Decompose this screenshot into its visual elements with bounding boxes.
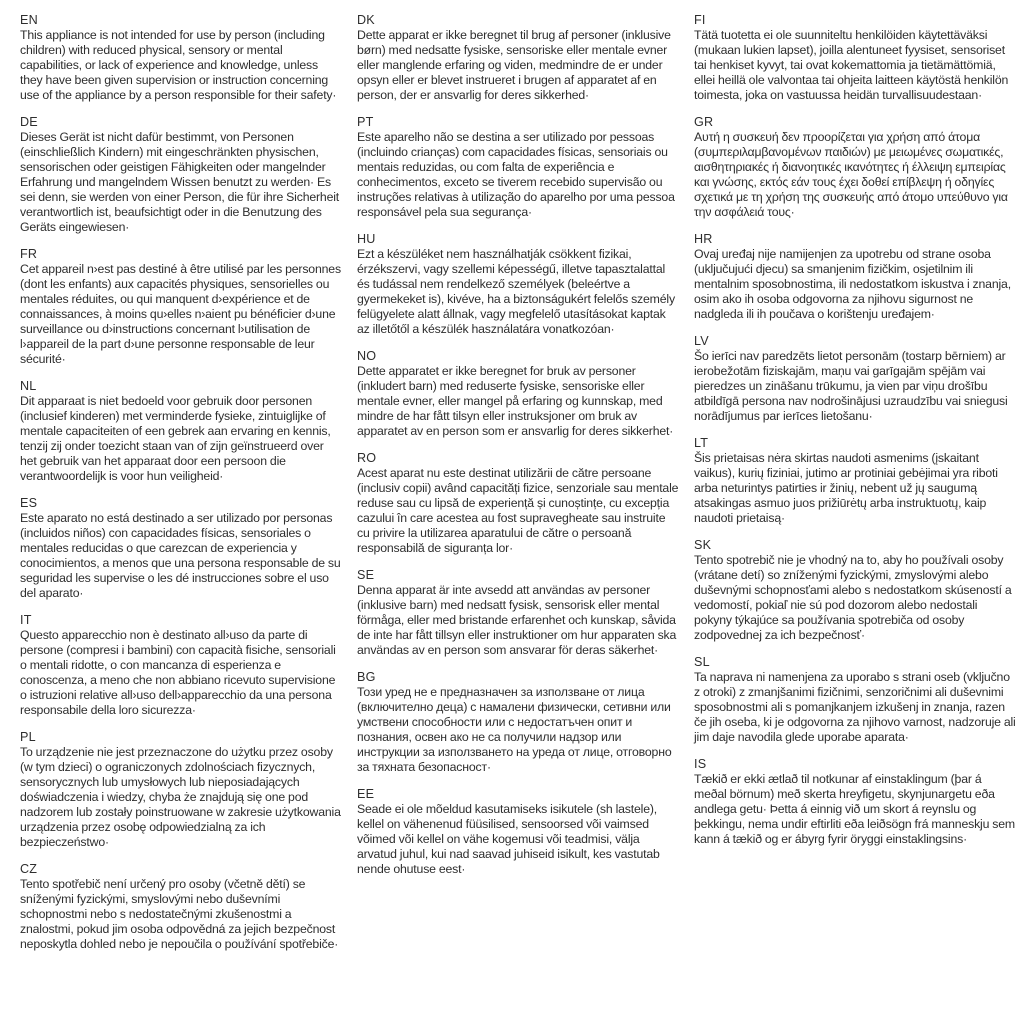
language-section-sk: [694, 538, 1016, 643]
language-section-nl: [20, 379, 342, 484]
language-code-label: FR: [20, 247, 38, 261]
safety-notice-text: Dieses Gerät ist nicht dafür bestimmt, von Personen (einschließlich Kindern) mit eingeschränkten physischen, sensorischen oder geistigen Fähigkeiten oder mangelnder Erfahrung und mangelndem Wissen benutzt zu werden· Es sei denn, sie werden von einer Person, die für ihre Sicherheit verantwortlich ist, beaufsichtigt oder in die Benutzung des Geräts eingewiesen·: [20, 130, 340, 234]
safety-notice-text: Cet appareil n›est pas destiné à être utilisé par les personnes (dont les enfants) aux capacités physiques, sensorielles ou mentales réduites, ou qui manquent d›expérience et de connaissances, à moins qu›elles n›aient pu bénéficier d›une surveillance ou d›instructions concernant l›utilisation de l›appareil de la part d›une personne responsable de leur sécurité·: [20, 262, 341, 366]
language-code-label: NO: [357, 349, 377, 363]
safety-notice-text: Este aparato no está destinado a ser utilizado por personas (incluidos niños) con capacidades físicas, sensoriales o mentales reducidas o que carezcan de experiencia y conocimientos, a menos que una persona responsable de su seguridad les supervise o les dé instrucciones sobre el uso del aparato·: [20, 511, 341, 600]
language-code-label: RO: [357, 451, 377, 465]
safety-notice-text: Tækið er ekki ætlað til notkunar af einstaklingum (þar á meðal börnum) með skerta hreyfigetu, skynjunargetu eða andlega getu· Þetta á einnig við um skort á reynslu og þekkingu, nema undir eftirliti eða leiðsögn frá manneskju sem kann á tækið og er ábyrg fyrir öryggi einstaklingsins·: [694, 772, 1015, 846]
language-code-label: SL: [694, 655, 710, 669]
language-code-label: BG: [357, 670, 376, 684]
language-code-label: LV: [694, 334, 709, 348]
language-section-dk: [357, 13, 679, 103]
safety-notice-text: To urządzenie nie jest przeznaczone do użytku przez osoby (w tym dzieci) o ograniczonych zdolnościach fizycznych, sensorycznych lub umysłowych lub nieposiadających doświadczenia i wiedzy, chyba że znajdują się one pod nadzorem lub zostały poinstruowane w zakresie użytkowania urządzenia przez osobę odpowiedzialną za ich bezpieczeństwo·: [20, 745, 341, 849]
language-section-sl: [694, 655, 1016, 745]
safety-notice-text: Tätä tuotetta ei ole suunniteltu henkilöiden käytettäväksi (mukaan lukien lapset), joilla alentuneet fyysiset, sensoriset tai henkiset kyvyt, tai ovat kokemattomia ja tietämättömiä, ellei heillä ole valvontaa tai ohjeita laitteen käytöstä henkilön toimesta, joka on vastuussa heidän turvallisuudestaan·: [694, 28, 1009, 102]
safety-notice-text: Tento spotrebič nie je vhodný na to, aby ho používali osoby (vrátane detí) so zníženými fyzickými, zmyslovými alebo duševnými schopnosťami alebo s nedostatkom skúseností a vedomostí, pokiaľ nie sú pod dozorom alebo nedostali pokyny týkajúce sa používania spotrebiča od osoby zodpovednej za ich bezpečnosť·: [694, 553, 1012, 642]
safety-notice-text: This appliance is not intended for use by person (including children) with reduced physical, sensory or mental capabilities, or lack of experience and knowledge, unless they have been given supervision or instruction concerning use of the appliance by a person responsible for their safety·: [20, 28, 337, 102]
language-section-no: [357, 349, 679, 439]
safety-notice-text: Questo apparecchio non è destinato all›uso da parte di persone (compresi i bambini) con capacità fisiche, sensoriali o mentali ridotte, o con mancanza di esperienza e conoscenza, a meno che non abbiano ricevuto supervisione o istruzioni relative all›uso dell›apparecchio da una persona responsabile della loro sicurezza·: [20, 628, 336, 717]
language-section-pt: [357, 115, 679, 220]
safety-notice-text: Acest aparat nu este destinat utilizării de către persoane (inclusiv copii) având capacități fizice, senzoriale sau mentale reduse sau cu lipsă de experiență și cunoștințe, cu excepția cazului în care acestea au fost supravegheate sau instruite cu privire la utilizarea aparatului de către o persoană responsabilă de siguranța lor·: [357, 466, 679, 555]
safety-notice-text: Tento spotřebič není určený pro osoby (včetně dětí) se sníženými fyzickými, smyslovými nebo duševními schopnostmi nebo s nedostatečnými zkušenostmi a znalostmi, pokud jim osoba odpovědná za jejich bezpečnost neposkytla dohled nebo je nepoučila o používání spotřebiče·: [20, 877, 339, 951]
column-right: [694, 13, 1016, 1024]
language-code-label: GR: [694, 115, 714, 129]
language-section-en: [20, 13, 342, 103]
column-left: [20, 13, 342, 1024]
language-section-it: [20, 613, 342, 718]
safety-notice-text: Dette apparat er ikke beregnet til brug af personer (inklusive børn) med nedsatte fysiske, sensoriske eller mentale evner eller manglende erfaring og viden, medmindre de er under opsyn eller er blevet instrueret i brugen af apparatet af en person, der er ansvarlig for deres sikkerhed·: [357, 28, 671, 102]
safety-notice-text: Este aparelho não se destina a ser utilizado por pessoas (incluindo crianças) com capacidades físicas, sensoriais ou mentais reduzidas, ou com falta de experiência e conhecimentos, exceto se tiverem recebido supervisão ou instruções relativas à utilização do aparelho por uma pessoa responsável pela sua segurança·: [357, 130, 675, 219]
language-section-fi: [694, 13, 1016, 103]
language-section-hu: [357, 232, 679, 337]
language-code-label: PT: [357, 115, 374, 129]
language-code-label: HU: [357, 232, 376, 246]
language-section-lt: [694, 436, 1016, 526]
language-code-label: DE: [20, 115, 38, 129]
language-section-bg: [357, 670, 679, 775]
language-section-ro: [357, 451, 679, 556]
language-code-label: IS: [694, 757, 707, 771]
safety-notice-text: Dette apparatet er ikke beregnet for bruk av personer (inkludert barn) med reduserte fysiske, sensoriske eller mentale evner, eller mangel på erfaring og kunnskap, med mindre de har fått tilsyn eller instruksjoner om bruk av apparatet av en person som er ansvarlig for deres sikkerhet·: [357, 364, 674, 438]
safety-notice-text: Ezt a készüléket nem használhatják csökkent fizikai, érzékszervi, vagy szellemi képességű, illetve tapasztalattal és tudással nem rendelkező személyek (beleértve a gyermekeket is), kivéve, ha a biztonságukért felelős személy felügyelete alatt állnak, vagy megfelelő utasításokat kaptak az illetőtől a készülék használatára vonatkozóan·: [357, 247, 675, 336]
language-code-label: SK: [694, 538, 712, 552]
language-section-se: [357, 568, 679, 658]
safety-notice-text: Този уред не е предназначен за използване от лица (включително деца) с намалени физически, сетивни или умствени способности или с недостатъчен опит и познания, освен ако не са получили надзор или инструкции за използването на уреда от лице, отговорно за тяхната безопасност·: [357, 685, 672, 774]
language-code-label: LT: [694, 436, 709, 450]
language-code-label: EN: [20, 13, 38, 27]
language-code-label: SE: [357, 568, 375, 582]
language-section-gr: [694, 115, 1016, 220]
language-code-label: NL: [20, 379, 37, 393]
language-section-pl: [20, 730, 342, 850]
language-section-lv: [694, 334, 1016, 424]
column-middle: [357, 13, 679, 1024]
language-code-label: EE: [357, 787, 375, 801]
language-section-ee: [357, 787, 679, 877]
safety-notice-text: Ta naprava ni namenjena za uporabo s strani oseb (vključno z otroki) z zmanjšanimi fizičnimi, senzoričnimi ali duševnimi sposobnostmi ali s pomanjkanjem izkušenj in znanja, razen če jih oseba, ki je odgovorna za njihovo varnost, nadzoruje ali jim daje navodila glede uporabe aparata·: [694, 670, 1016, 744]
safety-notice-text: Šis prietaisas nėra skirtas naudoti asmenims (įskaitant vaikus), kurių fiziniai, jutimo ar protiniai gebėjimai yra riboti arba neturintys patirties ir žinių, nebent už jų saugumą atsakingas asmuo juos prižiūrėtų arba instruktuotų, kaip naudoti prietaisą·: [694, 451, 998, 525]
language-code-label: HR: [694, 232, 713, 246]
language-code-label: CZ: [20, 862, 38, 876]
language-code-label: DK: [357, 13, 375, 27]
safety-notice-text: Ovaj uređaj nije namijenjen za upotrebu od strane osoba (uključujući djecu) sa smanjenim fizičkim, osjetilnim ili mentalnim sposobnostima, ili nedostatkom iskustva i znanja, osim ako ih osoba odgovorna za njihovu sigurnost ne nadgleda ili ih poučava o korištenju uređajem·: [694, 247, 1011, 321]
safety-notice-text: Denna apparat är inte avsedd att användas av personer (inklusive barn) med nedsatt fysisk, sensorisk eller mental förmåga, eller med bristande erfarenhet och kunskap, såvida de inte har fått tillsyn eller instruktioner om hur apparaten ska användas av en person som ansvarar för deras säkerhet·: [357, 583, 677, 657]
language-section-fr: [20, 247, 342, 367]
language-section-de: [20, 115, 342, 235]
safety-notice-text: Dit apparaat is niet bedoeld voor gebruik door personen (inclusief kinderen) met verminderde fysieke, zintuiglijke of mentale capaciteiten of een gebrek aan ervaring en kennis, tenzij zij onder toezicht staan van of zijn geïnstrueerd over het gebruik van het apparaat door een persoon die verantwoordelijk is voor hun veiligheid·: [20, 394, 331, 483]
language-section-hr: [694, 232, 1016, 322]
language-section-cz: [20, 862, 342, 952]
language-section-es: [20, 496, 342, 601]
language-section-is: [694, 757, 1016, 847]
safety-notice-text: Šo ierīci nav paredzēts lietot personām (tostarp bērniem) ar ierobežotām fiziskajām, maņu vai garīgajām spējām vai pieredzes un zināšanu trūkumu, ja vien par viņu drošību atbildīgā persona nav nodrošinājusi uzraudzību vai sniegusi norādījumus par ierīces lietošanu·: [694, 349, 1008, 423]
language-code-label: ES: [20, 496, 38, 510]
safety-notice-text: Seade ei ole mõeldud kasutamiseks isikutele (sh lastele), kellel on vähenenud füüsilised, sensoorsed või vaimsed võimed või kellel on vähe kogemusi või teadmisi, välja arvatud juhul, kui nad saavad juhiseid isikult, kes vastutab nende ohutuse eest·: [357, 802, 660, 876]
language-code-label: IT: [20, 613, 32, 627]
language-code-label: PL: [20, 730, 36, 744]
safety-notice-text: Αυτή η συσκευή δεν προορίζεται για χρήση από άτομα (συμπεριλαμβανομένων παιδιών) με μειωμένες σωματικές, αισθητηριακές ή διανοητικές ικανότητες ή έλλειψη εμπειρίας και γνώσης, εκτός εάν τους έχει δοθεί επίβλεψη ή οδηγίες σχετικά με τη χρήση της συσκευής από άτομο υπεύθυνο για την ασφάλειά τους·: [694, 130, 1008, 219]
language-code-label: FI: [694, 13, 706, 27]
